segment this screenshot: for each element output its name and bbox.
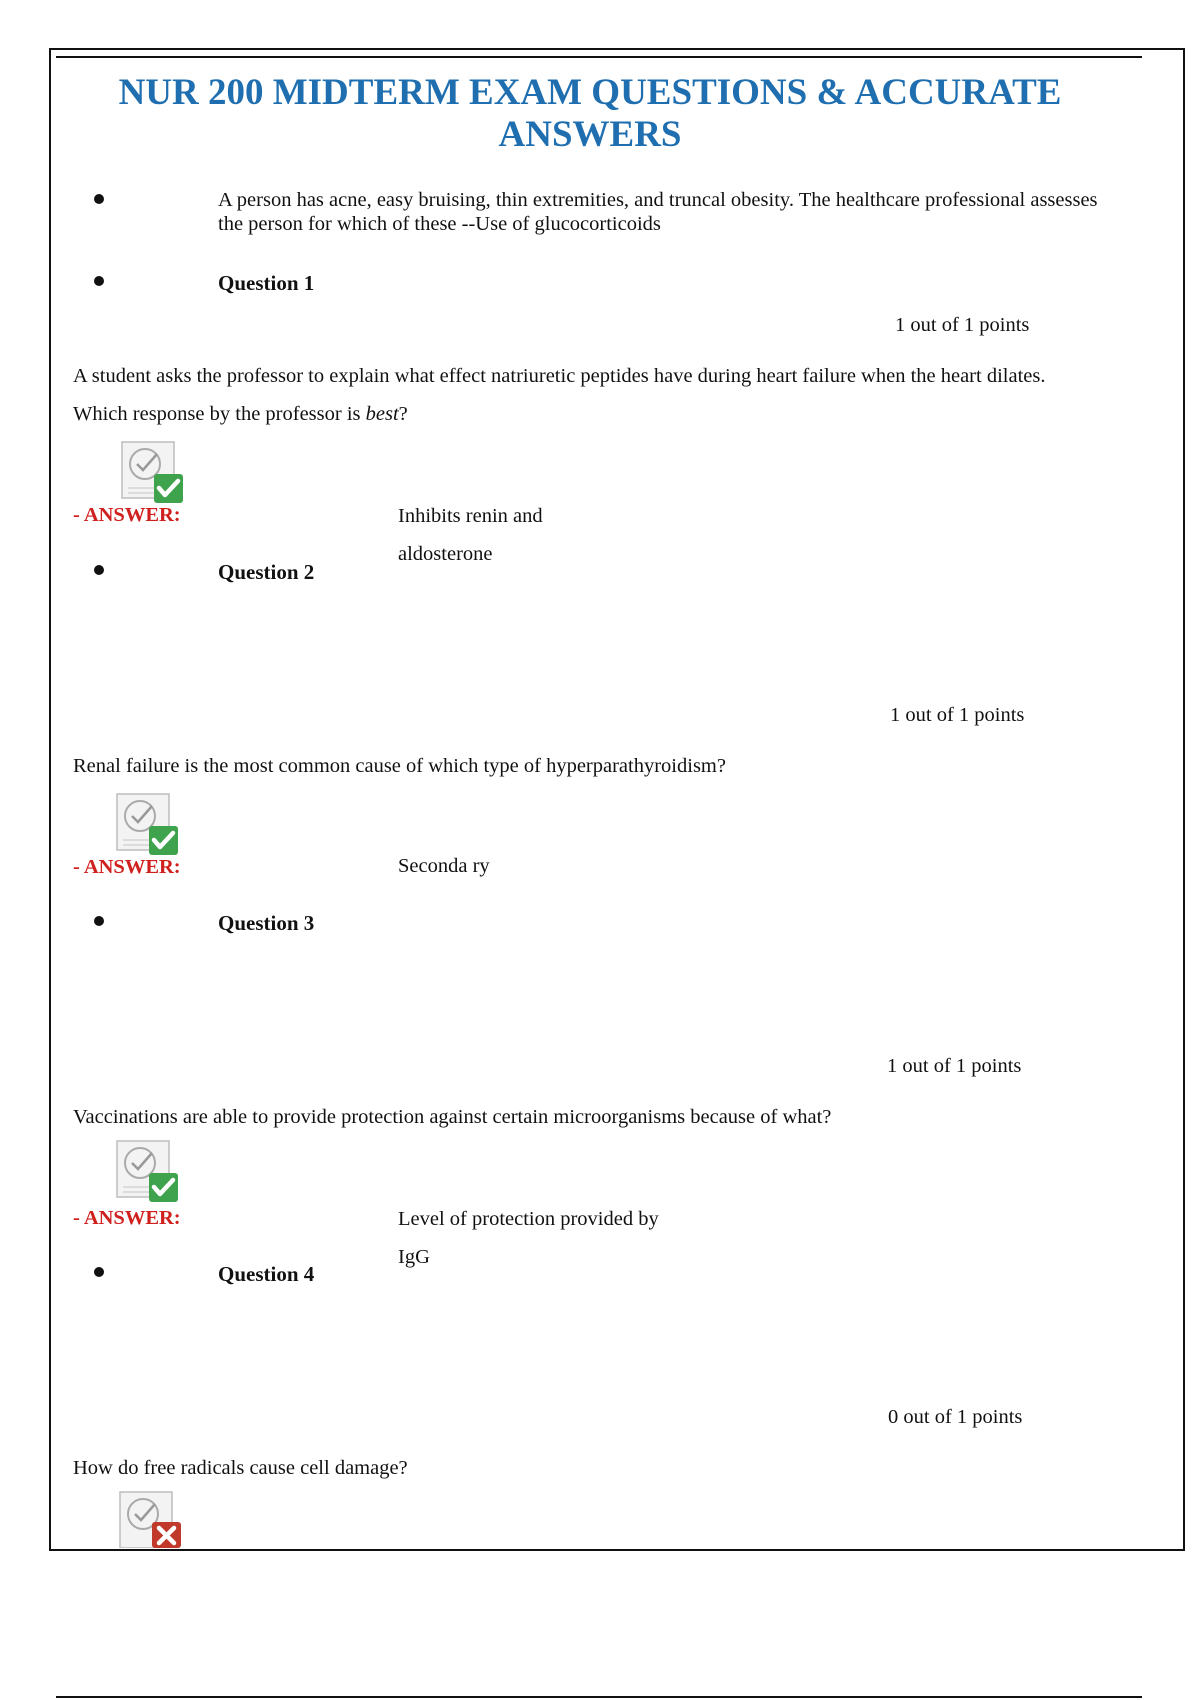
question-text-emphasis: best: [365, 403, 399, 425]
question-text: [73, 357, 1083, 433]
question-text: [73, 1449, 1083, 1487]
page-title: NUR 200 MIDTERM EXAM QUESTIONS & ACCURATE ANSWERS: [118, 72, 1062, 155]
question-points: 0 out of 1 points: [888, 1406, 1023, 1428]
question-text-main: Renal failure is the most common cause of which type of hyperparathyroidism?: [73, 755, 726, 777]
question-text-main: How do free radicals cause cell damage?: [73, 1457, 408, 1479]
answer-label: - ANSWER:: [73, 504, 181, 526]
incorrect-x-icon: [116, 1490, 184, 1548]
correct-check-icon: [113, 1139, 181, 1205]
question-points: 1 out of 1 points: [890, 704, 1025, 726]
bullet: [94, 276, 104, 286]
bullet: [94, 916, 104, 926]
answer-text: Inhibits renin and aldosterone: [398, 505, 543, 565]
question-text: [73, 1098, 1083, 1136]
bullet: [94, 1267, 104, 1277]
intro-text: A person has acne, easy bruising, thin extremities, and truncal obesity. The healthcare professional assesses the person for which of these --Use of glucocorticoids: [218, 189, 1098, 235]
question-label: Question 3: [218, 911, 315, 935]
question-label: Question 4: [218, 1262, 315, 1286]
question-text-main: A student asks the professor to explain what effect natriuretic peptides have during heart failure when the heart dilates. Which response by the professor is: [73, 365, 1046, 425]
answer-label: - ANSWER:: [73, 1207, 181, 1229]
correct-check-icon: [118, 440, 186, 506]
question-points: 1 out of 1 points: [895, 314, 1030, 336]
answer-text: Level of protection provided by IgG: [398, 1208, 659, 1268]
bullet: [94, 565, 104, 575]
top-rule: [56, 56, 1142, 58]
question-label: Question 1: [218, 271, 315, 295]
bottom-rule: [56, 1696, 1142, 1698]
correct-check-icon: [113, 792, 181, 858]
answer-label: - ANSWER:: [73, 856, 181, 878]
question-points: 1 out of 1 points: [887, 1055, 1022, 1077]
question-text-main: Vaccinations are able to provide protection against certain microorganisms because of what?: [73, 1106, 832, 1128]
question-text: [73, 747, 1083, 785]
question-label: Question 2: [218, 560, 315, 584]
question-text-end: ?: [398, 403, 408, 425]
answer-text: Seconda ry: [398, 855, 490, 877]
bullet: [94, 194, 104, 204]
